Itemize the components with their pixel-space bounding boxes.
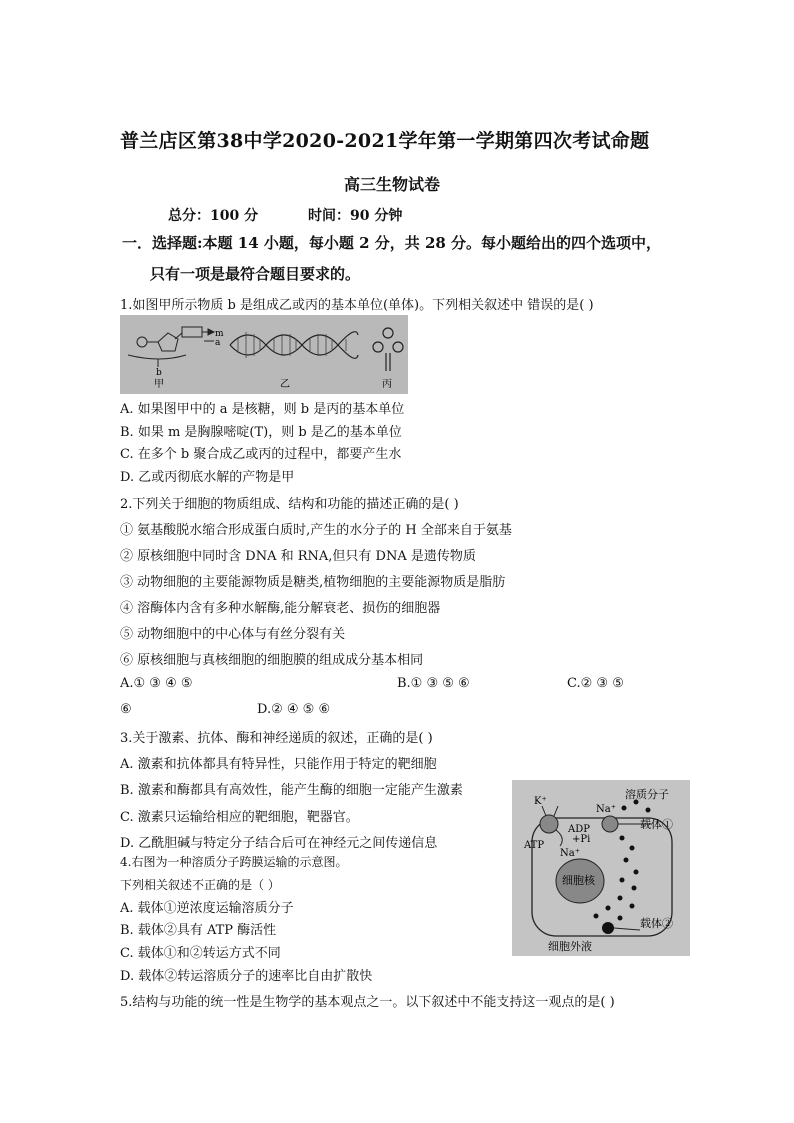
q4-stem-line2: 下列相关叙述不正确的是（ ） (120, 878, 280, 892)
label-carrier-2: 载体② (640, 917, 673, 930)
label-b: b (156, 368, 162, 378)
q2-option-c-cont: ⑥ (120, 702, 132, 717)
q2-option-b: B.① ③ ⑤ ⑥ (397, 676, 470, 691)
q3-option-d: D. 乙酰胆碱与特定分子结合后可在神经元之间传递信息 (120, 836, 438, 851)
page-subtitle: 高三生物试卷 (344, 175, 441, 194)
q2-option-d: D.② ④ ⑤ ⑥ (257, 702, 331, 717)
q1-option-d: D. 乙或丙彻底水解的产物是甲 (120, 470, 295, 485)
nucleotide-structure (128, 327, 214, 367)
label-na-mid: Na⁺ (560, 848, 580, 859)
q4-stem-line1: 4.右图为一种溶质分子跨膜运输的示意图。 (120, 855, 348, 869)
k-na-pump (540, 815, 558, 833)
q1-stem: 1.如图甲所示物质 b 是组成乙或丙的基本单位(单体)。下列相关叙述中 错误的是( ) (120, 298, 594, 313)
q2-item-4: ④ 溶酶体内含有多种水解酶,能分解衰老、损伤的细胞器 (120, 601, 441, 616)
label-solute: 溶质分子 (625, 788, 669, 801)
q4-option-d: D. 载体②转运溶质分子的速率比自由扩散快 (120, 969, 373, 984)
trna-structure (373, 328, 403, 371)
q1-figure (120, 315, 408, 394)
label-adp: ADP (568, 824, 590, 835)
page-title: 普兰店区第38中学2020-2021学年第一学期第四次考试命题 (120, 130, 650, 152)
section-heading-line2: 只有一项是最符合题目要求的。 (150, 265, 361, 283)
carrier-2 (602, 922, 614, 934)
membrane-transport-diagram (512, 780, 690, 956)
q4-option-b: B. 载体②具有 ATP 酶活性 (120, 923, 277, 938)
q2-item-6: ⑥ 原核细胞与真核细胞的细胞膜的组成成分基本相同 (120, 653, 424, 668)
total-score: 总分：100 分 (168, 208, 259, 224)
q3-option-c: C. 激素只运输给相应的靶细胞，靶器官。 (120, 810, 359, 825)
exam-time: 时间：90 分钟 (308, 208, 403, 224)
label-m: m (215, 329, 224, 339)
label-outside: 细胞外液 (548, 940, 592, 953)
q2-item-1: ① 氨基酸脱水缩合形成蛋白质时,产生的水分子的 H 全部来自于氨基 (120, 523, 512, 538)
label-na-top: Na⁺ (596, 804, 616, 815)
q2-stem: 2.下列关于细胞的物质组成、结构和功能的描述正确的是( ) (120, 497, 459, 512)
carrier-1 (602, 816, 618, 832)
q3-option-a: A. 激素和抗体都具有特异性，只能作用于特定的靶细胞 (120, 757, 437, 772)
label-bing: 丙 (382, 379, 392, 390)
label-carrier-1: 载体① (640, 818, 673, 831)
label-pi: +Pi (572, 834, 591, 845)
label-jia: 甲 (154, 379, 164, 390)
double-helix (230, 332, 358, 359)
q5-stem: 5.结构与功能的统一性是生物学的基本观点之一。以下叙述中不能支持这一观点的是( ) (120, 995, 615, 1010)
q2-item-2: ② 原核细胞中同时含 DNA 和 RNA,但只有 DNA 是遗传物质 (120, 549, 476, 564)
nucleic-acid-diagram (120, 315, 408, 394)
label-a: a (215, 338, 221, 348)
q1-option-c: C. 在多个 b 聚合成乙或丙的过程中，都要产生水 (120, 447, 402, 462)
q3-option-b: B. 激素和酶都具有高效性，能产生酶的细胞一定能产生激素 (120, 783, 463, 798)
label-nucleus: 细胞核 (562, 874, 595, 887)
q2-option-a: A.① ③ ④ ⑤ (120, 676, 193, 691)
label-k: K⁺ (534, 796, 547, 807)
q4-option-c: C. 载体①和②转运方式不同 (120, 946, 281, 961)
section-heading-line1: 一．选择题:本题 14 小题，每小题 2 分，共 28 分。每小题给出的四个选项中， (122, 234, 662, 252)
label-atp: ATP (524, 840, 545, 851)
q1-option-a: A. 如果图甲中的 a 是核糖，则 b 是丙的基本单位 (120, 402, 405, 417)
label-yi: 乙 (280, 379, 290, 390)
q1-option-b: B. 如果 m 是胸腺嘧啶(T)，则 b 是乙的基本单位 (120, 425, 402, 440)
q2-item-3: ③ 动物细胞的主要能源物质是糖类,植物细胞的主要能源物质是脂肪 (120, 575, 506, 590)
q2-option-c: C.② ③ ⑤ (567, 676, 624, 691)
q2-item-5: ⑤ 动物细胞中的中心体与有丝分裂有关 (120, 627, 346, 642)
q4-figure (512, 780, 690, 956)
q4-option-a: A. 载体①逆浓度运输溶质分子 (120, 901, 294, 916)
q3-stem: 3.关于激素、抗体、酶和神经递质的叙述，正确的是( ) (120, 731, 433, 746)
